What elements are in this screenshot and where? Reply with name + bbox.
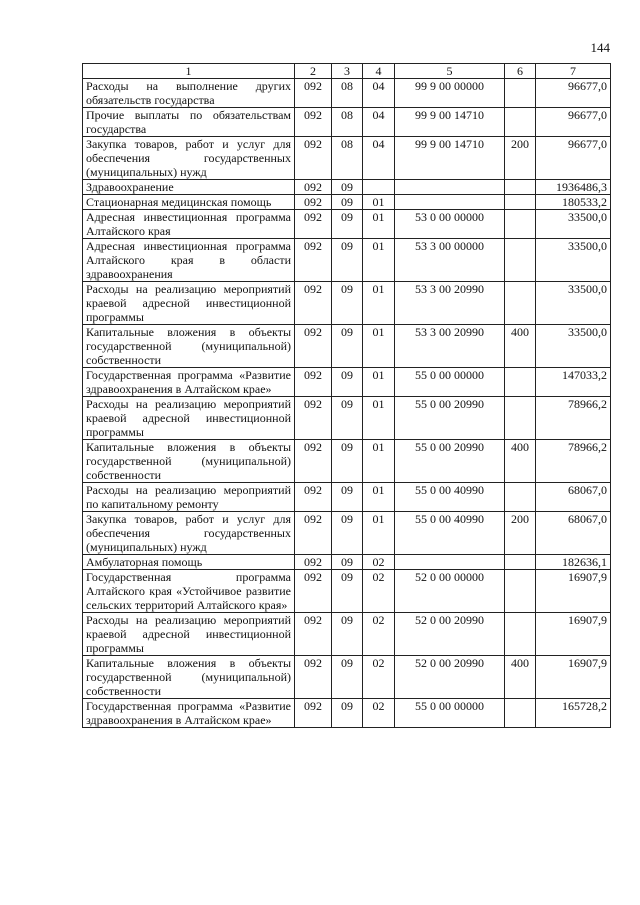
cell-amount: 16907,9	[536, 570, 611, 613]
cell-section-code: 09	[332, 368, 363, 397]
table-row	[83, 180, 611, 195]
cell-section-code: 09	[332, 282, 363, 325]
table-row	[83, 79, 611, 108]
cell-amount: 33500,0	[536, 239, 611, 282]
cell-expense-type: 400	[505, 440, 536, 483]
header-row	[83, 64, 611, 79]
cell-department-code: 092	[295, 512, 332, 555]
cell-section-code: 09	[332, 699, 363, 728]
cell-target-article: 52 0 00 00000	[395, 570, 505, 613]
cell-subsection-code: 01	[363, 368, 395, 397]
cell-target-article: 55 0 00 00000	[395, 699, 505, 728]
cell-department-code: 092	[295, 483, 332, 512]
cell-department-code: 092	[295, 210, 332, 239]
cell-subsection-code: 01	[363, 325, 395, 368]
cell-expense-type	[505, 180, 536, 195]
cell-subsection-code: 02	[363, 699, 395, 728]
cell-expense-type: 200	[505, 137, 536, 180]
cell-expense-name: Капитальные вложения в объекты государственной (муниципальной) собственности	[83, 440, 295, 483]
cell-amount: 68067,0	[536, 483, 611, 512]
column-header: 2	[295, 64, 332, 79]
page-number: 144	[590, 40, 610, 55]
cell-department-code: 092	[295, 613, 332, 656]
table-row	[83, 325, 611, 368]
cell-subsection-code	[363, 180, 395, 195]
cell-target-article: 55 0 00 40990	[395, 512, 505, 555]
cell-expense-name: Капитальные вложения в объекты государственной (муниципальной) собственности	[83, 325, 295, 368]
column-header: 5	[395, 64, 505, 79]
cell-expense-type	[505, 397, 536, 440]
cell-subsection-code: 01	[363, 440, 395, 483]
column-header: 1	[83, 64, 295, 79]
cell-expense-type	[505, 368, 536, 397]
cell-section-code: 09	[332, 570, 363, 613]
table-row	[83, 137, 611, 180]
cell-expense-type	[505, 195, 536, 210]
cell-subsection-code: 01	[363, 512, 395, 555]
cell-expense-name: Капитальные вложения в объекты государственной (муниципальной) собственности	[83, 656, 295, 699]
cell-expense-type	[505, 239, 536, 282]
cell-amount: 180533,2	[536, 195, 611, 210]
cell-section-code: 09	[332, 397, 363, 440]
cell-amount: 147033,2	[536, 368, 611, 397]
cell-expense-name: Здравоохранение	[83, 180, 295, 195]
table-row	[83, 108, 611, 137]
cell-section-code: 09	[332, 210, 363, 239]
table-body	[83, 79, 611, 728]
cell-subsection-code: 01	[363, 483, 395, 512]
cell-expense-type: 200	[505, 512, 536, 555]
cell-amount: 33500,0	[536, 325, 611, 368]
cell-department-code: 092	[295, 368, 332, 397]
cell-expense-name: Расходы на выполнение других обязательств государства	[83, 79, 295, 108]
cell-subsection-code: 01	[363, 239, 395, 282]
cell-subsection-code: 01	[363, 195, 395, 210]
cell-department-code: 092	[295, 325, 332, 368]
table-row	[83, 397, 611, 440]
cell-expense-name: Прочие выплаты по обязательствам государства	[83, 108, 295, 137]
cell-department-code: 092	[295, 699, 332, 728]
cell-section-code: 09	[332, 239, 363, 282]
cell-amount: 33500,0	[536, 210, 611, 239]
cell-expense-type	[505, 555, 536, 570]
cell-department-code: 092	[295, 397, 332, 440]
cell-expense-name: Закупка товаров, работ и услуг для обеспечения государственных (муниципальных) нужд	[83, 137, 295, 180]
cell-target-article	[395, 180, 505, 195]
cell-expense-type	[505, 210, 536, 239]
cell-department-code: 092	[295, 108, 332, 137]
cell-department-code: 092	[295, 440, 332, 483]
cell-expense-type	[505, 613, 536, 656]
cell-expense-name: Государственная программа «Развитие здравоохранения в Алтайском крае»	[83, 368, 295, 397]
cell-target-article: 53 3 00 00000	[395, 239, 505, 282]
cell-expense-type: 400	[505, 325, 536, 368]
cell-section-code: 09	[332, 656, 363, 699]
table-row	[83, 239, 611, 282]
cell-target-article: 53 3 00 20990	[395, 282, 505, 325]
cell-department-code: 092	[295, 570, 332, 613]
table-row	[83, 282, 611, 325]
cell-department-code: 092	[295, 656, 332, 699]
cell-section-code: 09	[332, 440, 363, 483]
cell-expense-name: Расходы на реализацию мероприятий краевой адресной инвестиционной программы	[83, 282, 295, 325]
cell-expense-type: 400	[505, 656, 536, 699]
table-row	[83, 656, 611, 699]
cell-section-code: 09	[332, 180, 363, 195]
cell-subsection-code: 02	[363, 555, 395, 570]
cell-department-code: 092	[295, 195, 332, 210]
table-row	[83, 368, 611, 397]
cell-department-code: 092	[295, 239, 332, 282]
table-row	[83, 555, 611, 570]
cell-target-article: 55 0 00 00000	[395, 368, 505, 397]
cell-target-article: 99 9 00 14710	[395, 137, 505, 180]
cell-expense-name: Закупка товаров, работ и услуг для обеспечения государственных (муниципальных) нужд	[83, 512, 295, 555]
cell-subsection-code: 01	[363, 210, 395, 239]
cell-department-code: 092	[295, 555, 332, 570]
cell-section-code: 08	[332, 79, 363, 108]
cell-amount: 1936486,3	[536, 180, 611, 195]
table-row	[83, 570, 611, 613]
cell-expense-type	[505, 108, 536, 137]
cell-section-code: 08	[332, 108, 363, 137]
cell-target-article: 52 0 00 20990	[395, 656, 505, 699]
cell-subsection-code: 02	[363, 656, 395, 699]
cell-amount: 96677,0	[536, 108, 611, 137]
cell-expense-name: Стационарная медицинская помощь	[83, 195, 295, 210]
cell-expense-name: Расходы на реализацию мероприятий по капитальному ремонту	[83, 483, 295, 512]
table-row	[83, 613, 611, 656]
cell-target-article: 53 3 00 20990	[395, 325, 505, 368]
cell-target-article	[395, 555, 505, 570]
cell-section-code: 09	[332, 512, 363, 555]
cell-amount: 96677,0	[536, 79, 611, 108]
cell-amount: 78966,2	[536, 397, 611, 440]
cell-expense-type	[505, 79, 536, 108]
cell-amount: 78966,2	[536, 440, 611, 483]
column-header: 4	[363, 64, 395, 79]
table-row	[83, 699, 611, 728]
cell-amount: 33500,0	[536, 282, 611, 325]
cell-expense-type	[505, 570, 536, 613]
cell-subsection-code: 01	[363, 282, 395, 325]
cell-department-code: 092	[295, 282, 332, 325]
cell-subsection-code: 02	[363, 570, 395, 613]
cell-target-article: 52 0 00 20990	[395, 613, 505, 656]
cell-section-code: 09	[332, 483, 363, 512]
cell-subsection-code: 02	[363, 613, 395, 656]
cell-target-article: 55 0 00 20990	[395, 440, 505, 483]
column-header: 6	[505, 64, 536, 79]
cell-section-code: 08	[332, 137, 363, 180]
cell-amount: 182636,1	[536, 555, 611, 570]
table-row	[83, 210, 611, 239]
cell-amount: 16907,9	[536, 613, 611, 656]
cell-subsection-code: 04	[363, 137, 395, 180]
cell-target-article: 53 0 00 00000	[395, 210, 505, 239]
cell-expense-type	[505, 699, 536, 728]
cell-expense-type	[505, 282, 536, 325]
cell-section-code: 09	[332, 195, 363, 210]
table-row	[83, 195, 611, 210]
budget-table	[82, 63, 611, 728]
cell-target-article: 55 0 00 20990	[395, 397, 505, 440]
cell-section-code: 09	[332, 613, 363, 656]
cell-target-article: 99 9 00 14710	[395, 108, 505, 137]
cell-amount: 165728,2	[536, 699, 611, 728]
cell-subsection-code: 04	[363, 79, 395, 108]
column-header: 3	[332, 64, 363, 79]
cell-subsection-code: 01	[363, 397, 395, 440]
cell-department-code: 092	[295, 79, 332, 108]
cell-expense-name: Расходы на реализацию мероприятий краевой адресной инвестиционной программы	[83, 397, 295, 440]
cell-section-code: 09	[332, 325, 363, 368]
cell-expense-name: Государственная программа Алтайского края «Устойчивое развитие сельских территорий Алтайского края»	[83, 570, 295, 613]
cell-target-article: 55 0 00 40990	[395, 483, 505, 512]
cell-department-code: 092	[295, 180, 332, 195]
cell-expense-name: Адресная инвестиционная программа Алтайского края	[83, 210, 295, 239]
cell-expense-name: Амбулаторная помощь	[83, 555, 295, 570]
cell-target-article	[395, 195, 505, 210]
table-row	[83, 440, 611, 483]
cell-amount: 96677,0	[536, 137, 611, 180]
cell-expense-name: Адресная инвестиционная программа Алтайского края в области здравоохранения	[83, 239, 295, 282]
cell-target-article: 99 9 00 00000	[395, 79, 505, 108]
table-row	[83, 483, 611, 512]
cell-amount: 16907,9	[536, 656, 611, 699]
cell-department-code: 092	[295, 137, 332, 180]
table-row	[83, 512, 611, 555]
column-header: 7	[536, 64, 611, 79]
cell-subsection-code: 04	[363, 108, 395, 137]
cell-expense-type	[505, 483, 536, 512]
cell-expense-name: Расходы на реализацию мероприятий краевой адресной инвестиционной программы	[83, 613, 295, 656]
cell-expense-name: Государственная программа «Развитие здравоохранения в Алтайском крае»	[83, 699, 295, 728]
cell-section-code: 09	[332, 555, 363, 570]
cell-amount: 68067,0	[536, 512, 611, 555]
